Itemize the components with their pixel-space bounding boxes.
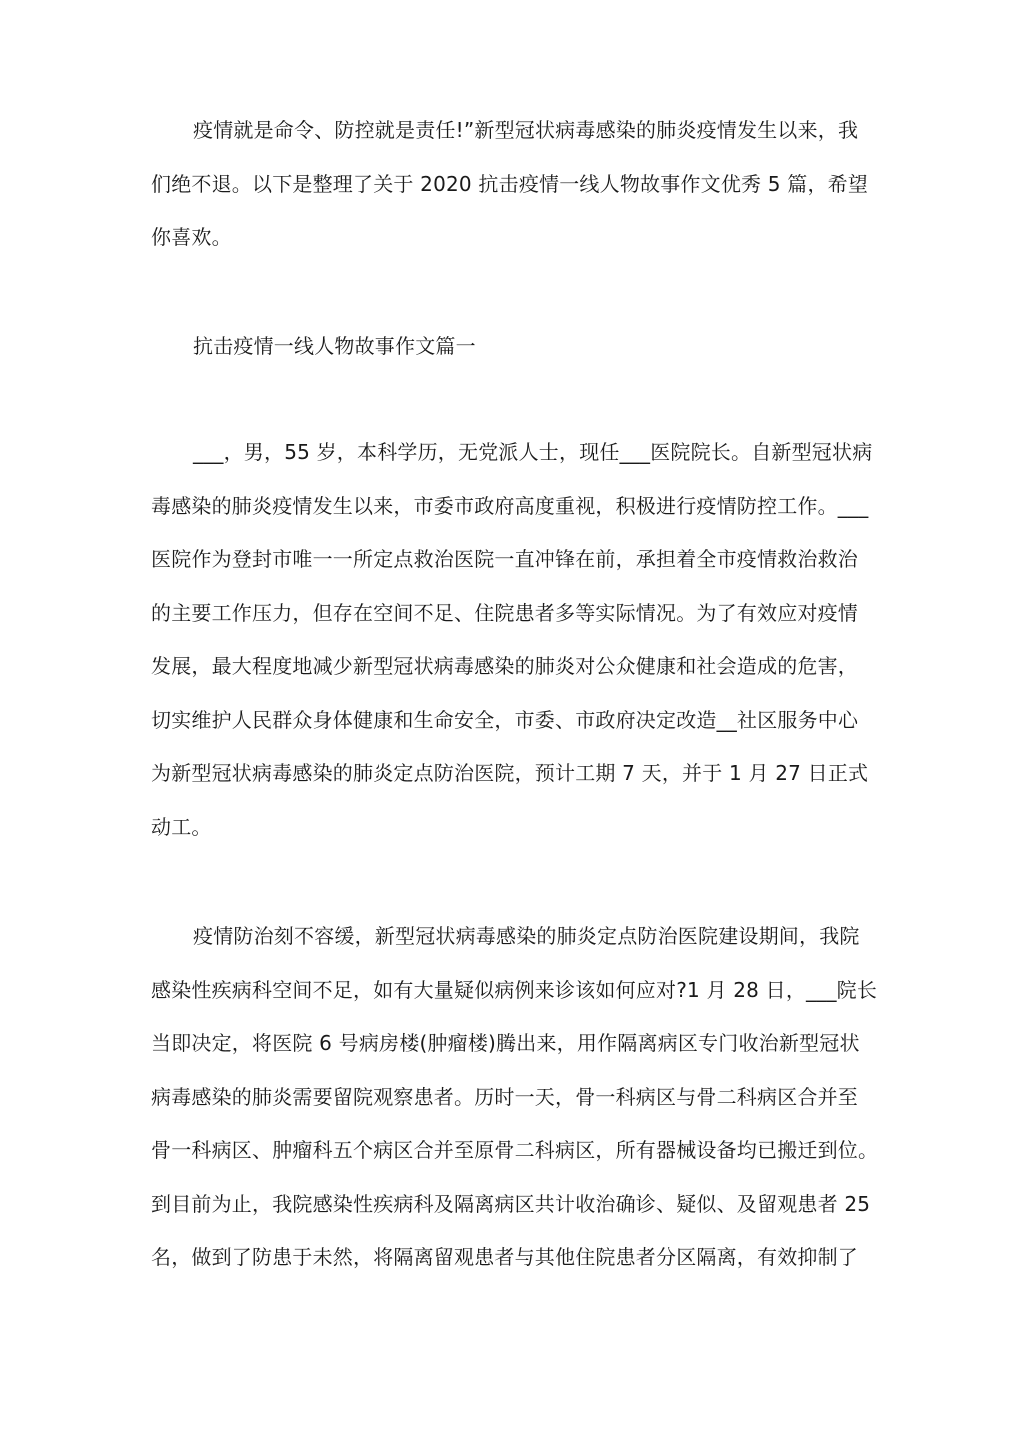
section-title bbox=[151, 320, 875, 374]
paragraph-line: 当即决定，将医院 6 号病房楼(肿瘤楼)腾出来，用作隔离病区专门收治新型冠状 bbox=[151, 1031, 860, 1055]
paragraph-line: 发展，最大程度地减少新型冠状病毒感染的肺炎对公众健康和社会造成的危害， bbox=[151, 654, 858, 678]
paragraph-line: 病毒感染的肺炎需要留院观察患者。历时一天，骨一科病区与骨二科病区合并至 bbox=[151, 1084, 858, 1109]
paragraph-line: 感染性疾病科空间不足，如有大量疑似病例来诊该如何应对?1 月 28 日，___院长 bbox=[151, 977, 878, 1002]
paragraph-line: ___，男，55 岁，本科学历，无党派人士，现任___医院院长。自新型冠状病 bbox=[193, 440, 873, 464]
paragraph-line: 为新型冠状病毒感染的肺炎定点防治医院，预计工期 7 天，并于 1 月 27 日正式 bbox=[151, 761, 869, 785]
body-paragraph-1 bbox=[151, 426, 875, 854]
intro-line: 们绝不退。以下是整理了关于 2020 抗击疫情一线人物故事作文优秀 5 篇，希望 bbox=[151, 171, 869, 196]
paragraph-line: 骨一科病区、肿瘤科五个病区合并至原骨二科病区，所有器械设备均已搬迁到位。 bbox=[151, 1138, 879, 1162]
paragraph-line: 名，做到了防患于未然，将隔离留观患者与其他住院患者分区隔离，有效抑制了 bbox=[151, 1245, 858, 1269]
section-title-text: 抗击疫情一线人物故事作文篇一 bbox=[193, 334, 476, 358]
paragraph-line: 动工。 bbox=[151, 814, 212, 839]
body-paragraph-2 bbox=[151, 910, 879, 1285]
paragraph-line: 疫情防治刻不容缓，新型冠状病毒感染的肺炎定点防治医院建设期间，我院 bbox=[193, 924, 860, 948]
intro-line: 疫情就是命令、防控就是责任!”新型冠状病毒感染的肺炎疫情发生以来，我 bbox=[193, 118, 859, 142]
paragraph-line: 切实维护人民群众身体健康和生命安全，市委、市政府决定改造__社区服务中心 bbox=[151, 707, 859, 732]
paragraph-line: 毒感染的肺炎疫情发生以来，市委市政府高度重视，积极进行疫情防控工作。___ bbox=[151, 493, 869, 518]
intro-paragraph bbox=[151, 104, 875, 265]
paragraph-line: 的主要工作压力，但存在空间不足、住院患者多等实际情况。为了有效应对疫情 bbox=[151, 600, 858, 625]
intro-line: 你喜欢。 bbox=[151, 225, 232, 249]
paragraph-line: 医院作为登封市唯一一所定点救治医院一直冲锋在前，承担着全市疫情救治救治 bbox=[151, 547, 858, 571]
paragraph-line: 到目前为止，我院感染性疾病科及隔离病区共计收治确诊、疑似、及留观患者 25 bbox=[151, 1191, 871, 1216]
